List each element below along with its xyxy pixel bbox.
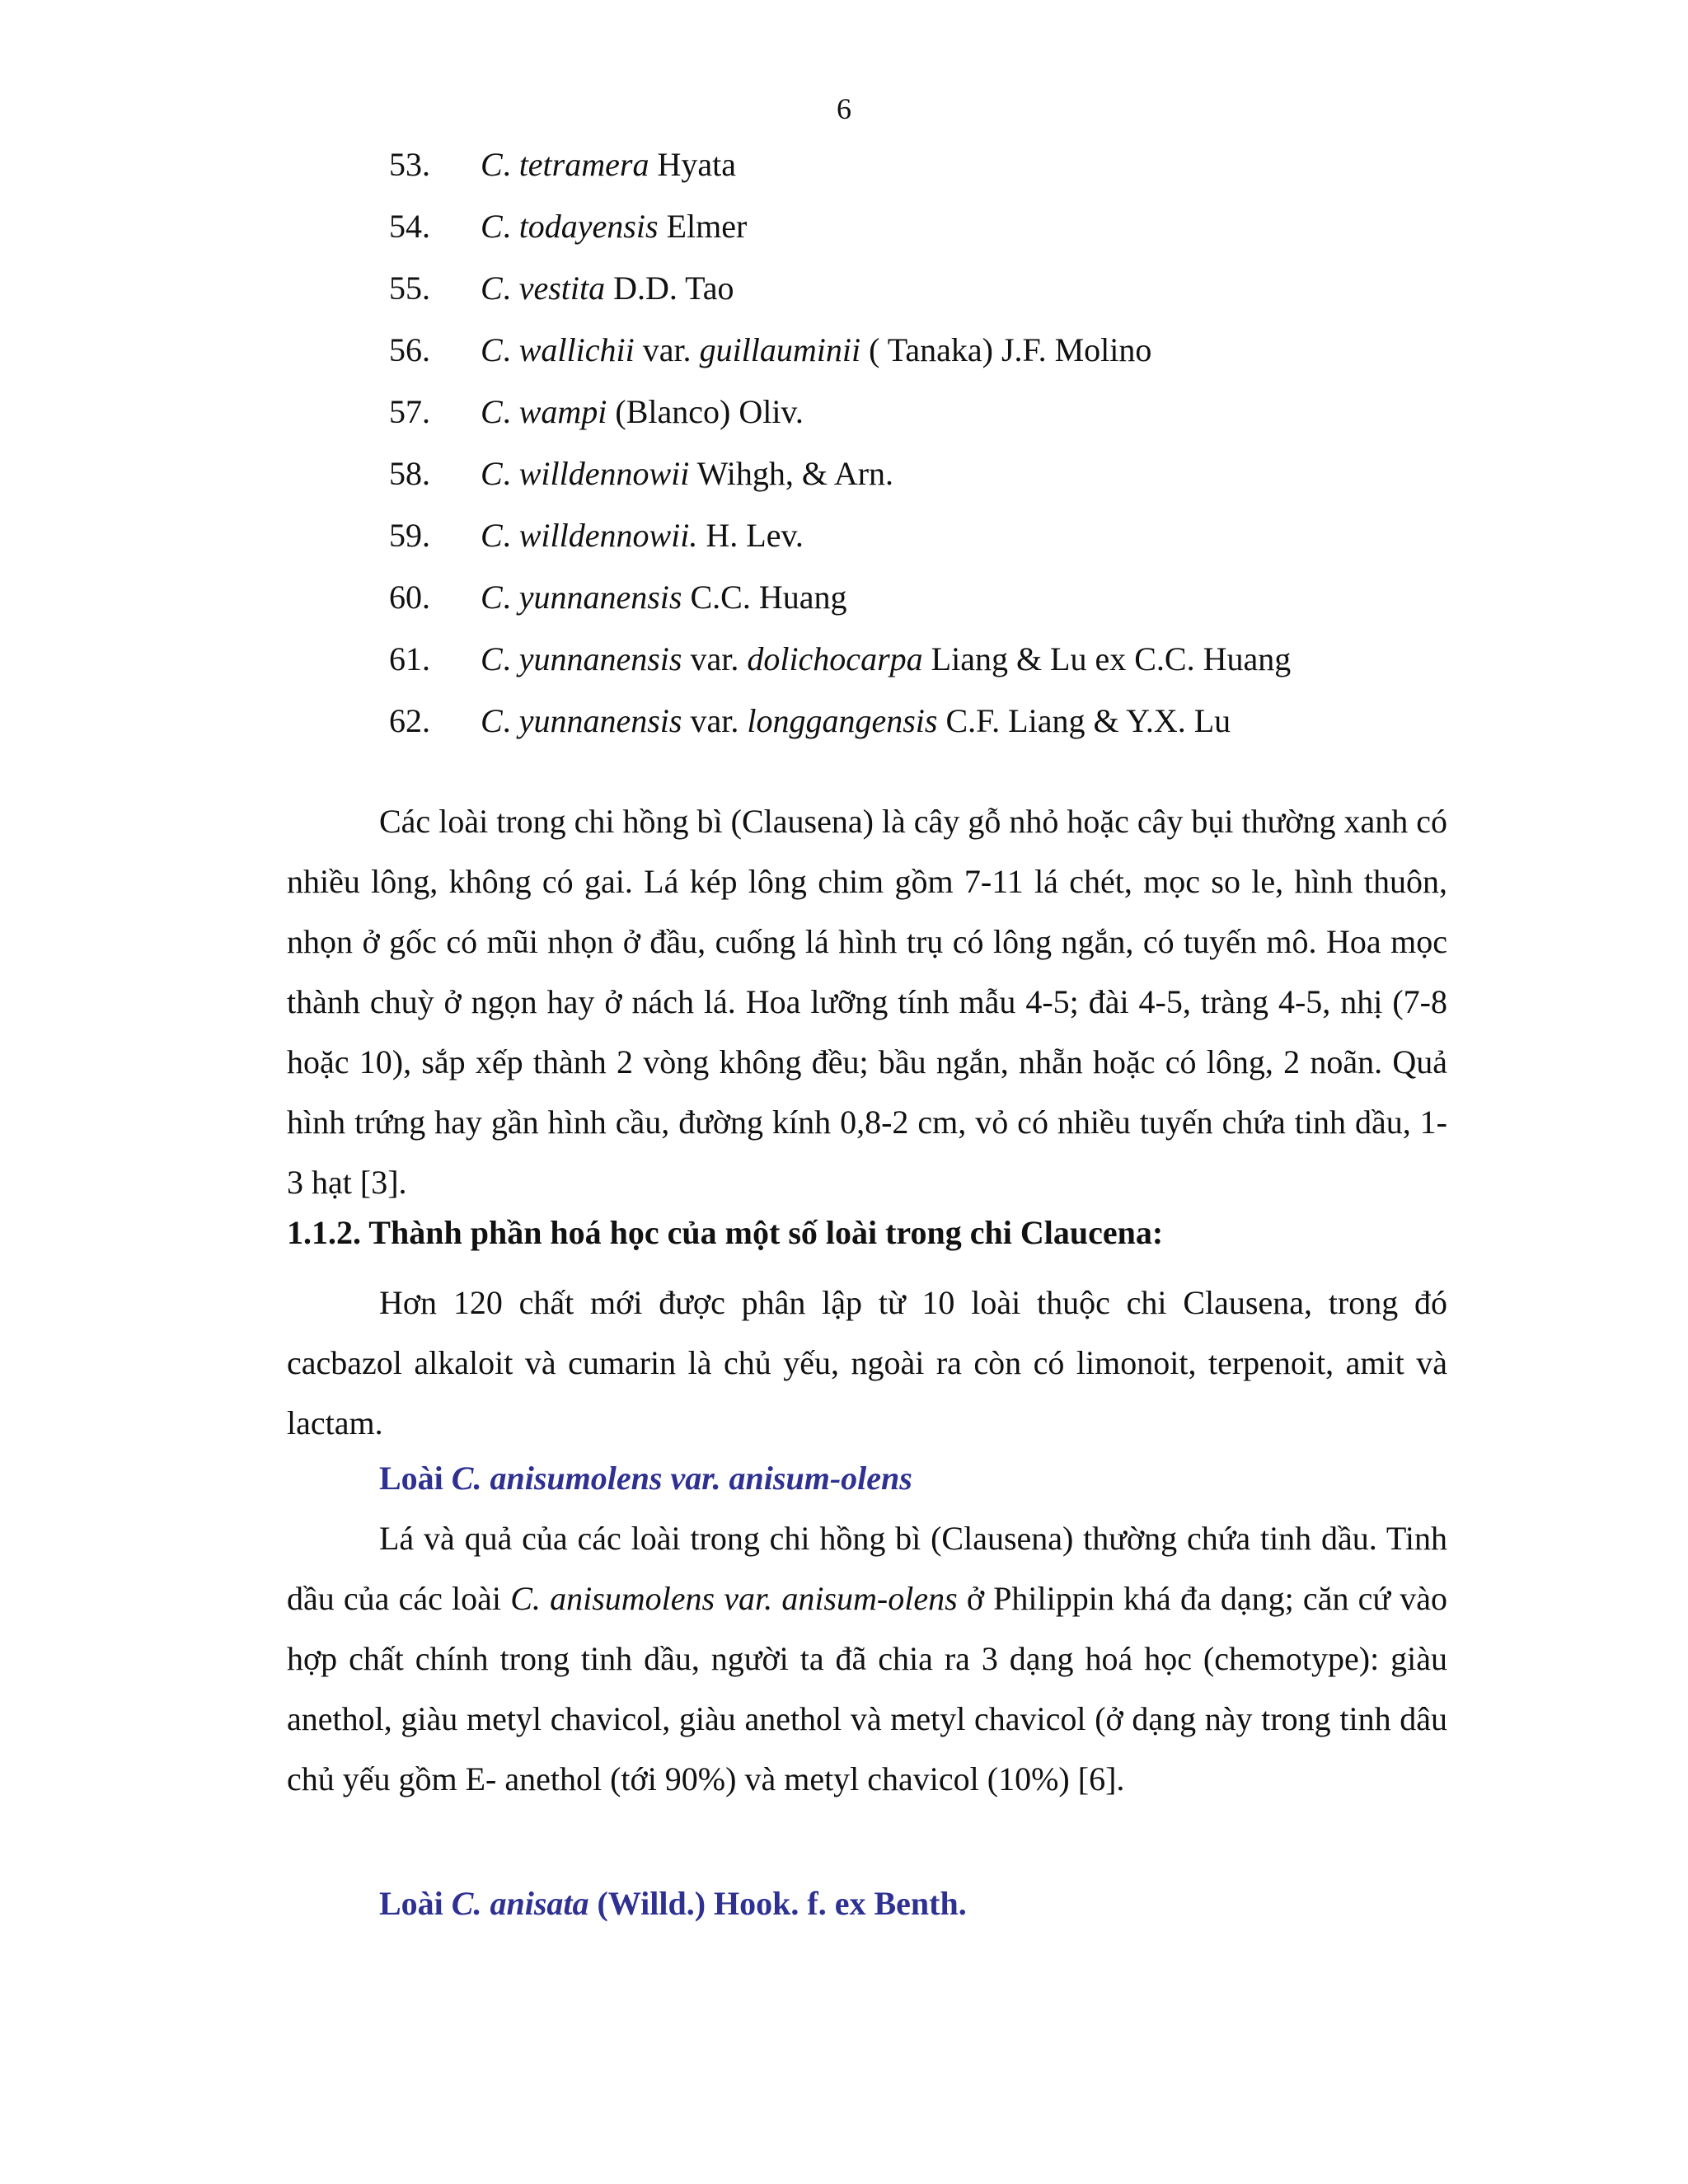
species-name-text: . — [502, 393, 519, 430]
species-number: 59. — [389, 517, 430, 554]
species-name-italic: todayensis — [518, 208, 659, 245]
species-name-text: . — [502, 146, 519, 183]
species-name-italic: wampi — [518, 393, 607, 430]
species-list-item — [0, 326, 1688, 387]
species-number: 55. — [389, 269, 430, 307]
page-number: 6 — [837, 92, 851, 125]
species-list-item — [0, 387, 1688, 449]
species-name-text: . — [502, 517, 519, 554]
species-number: 61. — [389, 640, 430, 677]
species-number: 56. — [389, 331, 430, 368]
species-name-text: ( Tanaka) J.F. Molino — [860, 331, 1152, 368]
subheading-species: C. anisata — [451, 1885, 589, 1922]
subheading-author: (Willd.) Hook. f. ex Benth. — [588, 1885, 967, 1922]
species-name-text: . — [502, 269, 519, 307]
species-name-text: var. — [682, 640, 748, 677]
species-name-text: (Blanco) Oliv. — [607, 393, 804, 430]
species-name-italic: tetramera — [518, 146, 649, 183]
species-name-italic: C — [481, 579, 503, 616]
species-name-italic: wallichii — [518, 331, 635, 368]
species-name-text: . — [502, 331, 519, 368]
species-name-text: Hyata — [649, 146, 736, 183]
species-name-italic: yunnanensis — [518, 702, 682, 739]
species-name-italic: yunnanensis — [518, 579, 682, 616]
paragraph-text: Lá và quả của các loài trong chi hồng bì (Clausena) thường chứa tinh dầu. Tinh dầu của các loài — [287, 1520, 1447, 1617]
species-list-item — [0, 511, 1688, 573]
species-name-text: Wihgh, & Arn. — [689, 455, 894, 492]
species-name-italic: C — [481, 331, 503, 368]
paragraph-species-name: C. anisumolens var. anisum-olens — [510, 1580, 958, 1617]
species-name-text: . — [502, 208, 519, 245]
species-name-italic: C — [481, 702, 503, 739]
description-paragraph: Các loài trong chi hồng bì (Clausena) là cây gỗ nhỏ hoặc cây bụi thường xanh có nhiều lông, không có gai. Lá kép lông chim gồm 7-11 lá chét, mọc so le, hình thuôn, nhọn ở gốc có mũi nhọn ở đầu, cuống lá hình trụ có lông ngắn, có tuyến mô. Hoa mọc thành chuỳ ở ngọn hay ở nách lá. Hoa lưỡng tính mẫu 4-5; đài 4-5, tràng 4-5, nhị (7-8 hoặc 10), sắp xếp thành 2 vòng không đều; bầu ngắn, nhẵn hoặc có lông, 2 noãn. Quả hình trứng hay gần hình cầu, đường kính 0,8-2 cm, vỏ có nhiều tuyến chứa tinh dầu, 1-3 hạt [3]. — [287, 803, 1447, 1201]
species-name — [481, 635, 1291, 684]
species-name-text: Liang & Lu ex C.C. Huang — [922, 640, 1292, 677]
species-name-italic: willdennowii — [518, 455, 690, 492]
subheading-prefix: Loài — [379, 1460, 452, 1497]
species-list — [0, 140, 1688, 758]
species-list-item — [0, 140, 1688, 202]
subheading-prefix: Loài — [379, 1885, 452, 1922]
species-name-text: . — [502, 640, 519, 677]
species-name-italic: guillauminii — [699, 331, 861, 368]
section-heading: 1.1.2. Thành phần hoá học của một số loài trong chi Claucena: — [287, 1214, 1164, 1251]
species-name-italic: vestita — [518, 269, 606, 307]
anisumolens-paragraph — [287, 1508, 1447, 1809]
species-name-italic: longgangensis — [747, 702, 938, 739]
species-name — [481, 140, 736, 190]
species-number: 57. — [389, 393, 430, 430]
species-name-text: D.D. Tao — [605, 269, 734, 307]
subheading-anisata — [379, 1879, 1447, 1929]
species-name-text: . — [502, 455, 519, 492]
species-list-item — [0, 696, 1688, 758]
species-number: 53. — [389, 146, 430, 183]
species-list-item — [0, 264, 1688, 326]
species-name — [481, 696, 1231, 746]
species-number: 60. — [389, 579, 430, 616]
species-name-italic: C — [481, 640, 503, 677]
species-name-italic: dolichocarpa — [747, 640, 923, 677]
species-name-italic: C — [481, 208, 503, 245]
species-list-item — [0, 635, 1688, 696]
species-name-italic: willdennowii. — [518, 517, 698, 554]
species-name-italic: C — [481, 455, 503, 492]
species-name-italic: C — [481, 393, 503, 430]
species-list-item — [0, 449, 1688, 511]
species-name-text: C.F. Liang & Y.X. Lu — [937, 702, 1231, 739]
species-name — [481, 264, 734, 313]
species-name-text: C.C. Huang — [682, 579, 847, 616]
species-name-italic: C — [481, 269, 503, 307]
species-name — [481, 573, 846, 622]
paragraph-text: ở Philippin khá đa dạng; căn cứ vào hợp chất chính trong tinh dầu, người ta đã chia ra 3 dạng hoá học (chemotype): giàu anethol, giàu metyl chavicol, giàu anethol và metyl chavicol (ở dạng này trong tinh dâu chủ yếu gồm E- anethol (tới 90%) và metyl chavicol (10%) [6]. — [287, 1580, 1447, 1797]
species-number: 58. — [389, 455, 430, 492]
species-name — [481, 449, 893, 499]
intro-paragraph: Hơn 120 chất mới được phân lập từ 10 loài thuộc chi Clausena, trong đó cacbazol alkaloit và cumarin là chủ yếu, ngoài ra còn có limonoit, terpenoit, amit và lactam. — [287, 1284, 1447, 1441]
subheading-species: C. anisumolens var. anisum-olens — [451, 1460, 912, 1497]
species-name-text: . — [502, 702, 519, 739]
subheading-anisumolens — [379, 1454, 1447, 1503]
species-list-item — [0, 573, 1688, 635]
species-number: 62. — [389, 702, 430, 739]
species-name — [481, 202, 747, 251]
species-name-text: . — [502, 579, 519, 616]
species-name-text: var. — [682, 702, 748, 739]
species-name-text: var. — [634, 331, 700, 368]
species-list-item — [0, 202, 1688, 264]
species-name-text: Elmer — [658, 208, 748, 245]
species-name — [481, 511, 804, 560]
species-name — [481, 387, 804, 437]
species-number: 54. — [389, 208, 430, 245]
species-name-text: H. Lev. — [697, 517, 804, 554]
species-name-italic: C — [481, 517, 503, 554]
species-name-italic: yunnanensis — [518, 640, 682, 677]
species-name — [481, 326, 1151, 375]
species-name-italic: C — [481, 146, 503, 183]
